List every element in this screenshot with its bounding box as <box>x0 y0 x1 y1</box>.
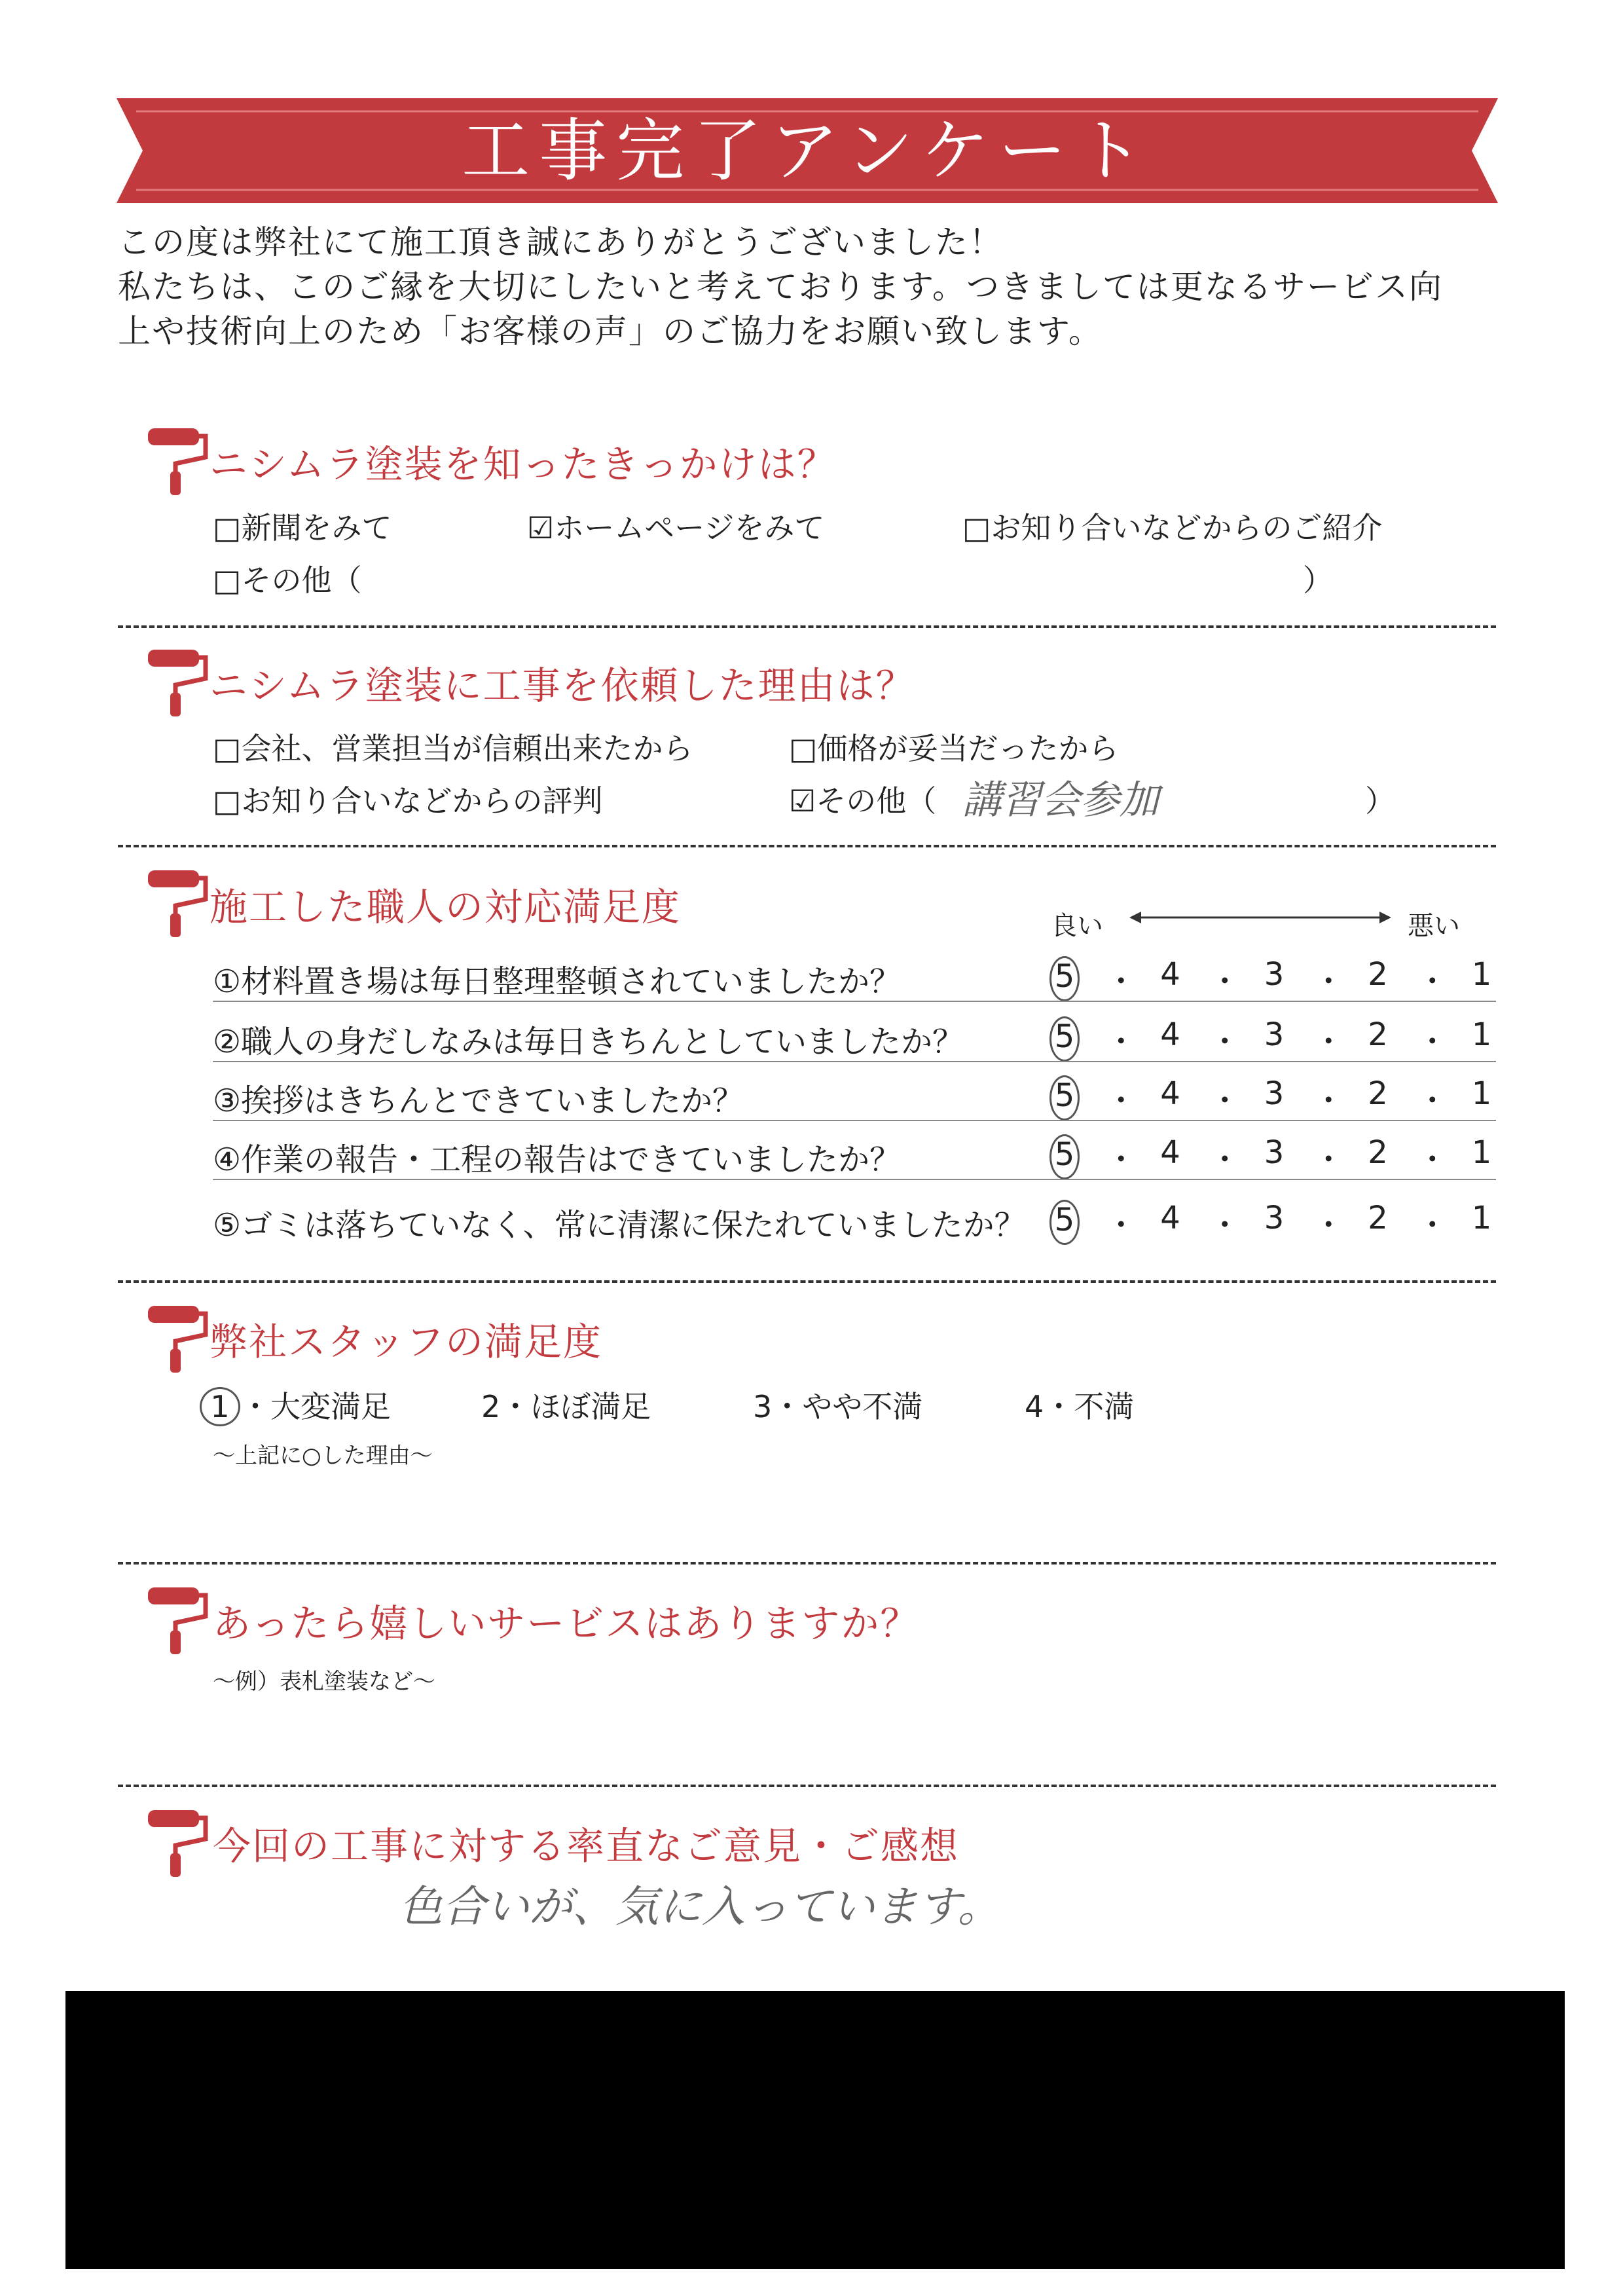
q4-choice-dissatisfied[interactable]: 3・やや不満 <box>753 1389 923 1424</box>
rating-dot: ・ <box>1105 1141 1137 1178</box>
paint-roller-icon <box>145 426 208 498</box>
rating-scale[interactable] <box>1049 1134 1495 1179</box>
q1-option-other[interactable]: □その他（ <box>213 563 362 598</box>
q2-option-price[interactable]: □価格が妥当だったから <box>789 731 1119 766</box>
q4-choice-very-satisfied-label: ・大変満足 <box>240 1389 391 1424</box>
section-title-q5: あったら嬉しいサービスはありますか？ <box>213 1601 920 1646</box>
divider <box>118 845 1496 847</box>
rating-option[interactable]: 2 <box>1368 1075 1388 1112</box>
rating-option[interactable]: 3 <box>1264 1016 1285 1053</box>
rating-option[interactable]: 1 <box>1471 1134 1492 1171</box>
rating-option-selected[interactable]: 5 <box>1049 1016 1080 1062</box>
divider <box>118 625 1496 628</box>
intro-line-1: この度は弊社にて施工頂き誠にありがとうございました！ <box>118 223 1003 261</box>
q2-other-close: ） <box>1365 783 1395 819</box>
rating-option[interactable]: 3 <box>1264 1075 1285 1112</box>
rating-row <box>213 946 1496 1002</box>
q1-option-referral[interactable]: □お知り合いなどからのご紹介 <box>962 510 1383 546</box>
rating-dot: ・ <box>1105 963 1137 1000</box>
intro-line-3: 上や技術向上のため「お客様の声」のご協力をお願い致します。 <box>118 312 1103 350</box>
checked-checkbox-icon[interactable]: ☑ <box>789 783 816 819</box>
rating-dot: ・ <box>1313 1141 1345 1178</box>
rating-option[interactable]: 3 <box>1264 1134 1285 1171</box>
rating-dot: ・ <box>1209 1141 1241 1178</box>
section-title-q6: 今回の工事に対する率直なご意見・ご感想 <box>213 1824 960 1868</box>
divider <box>118 1562 1496 1565</box>
rating-option[interactable]: 1 <box>1471 1200 1492 1236</box>
rating-option[interactable]: 3 <box>1264 956 1285 993</box>
paint-roller-icon <box>145 868 208 940</box>
rating-option[interactable]: 1 <box>1471 1075 1492 1112</box>
paint-roller-icon <box>145 647 208 719</box>
rating-row <box>213 1189 1496 1246</box>
scale-good-label: 良い <box>1051 911 1103 941</box>
rating-option[interactable]: 2 <box>1368 956 1388 993</box>
page-title: 工事完了アンケート <box>462 111 1153 191</box>
rating-row <box>213 1124 1496 1180</box>
rating-scale[interactable] <box>1049 1075 1495 1120</box>
title-banner <box>117 98 1498 203</box>
rating-question: ③挨拶はきちんとできていましたか？ <box>213 1083 744 1119</box>
q1-other-close: ） <box>1303 563 1333 598</box>
section-title-q2: ニシムラ塗装に工事を依頼した理由は？ <box>210 663 915 708</box>
q2-option-other[interactable] <box>789 777 936 821</box>
rating-option-selected[interactable]: 5 <box>1049 1075 1080 1120</box>
rating-dot: ・ <box>1209 1024 1241 1060</box>
rating-option[interactable]: 4 <box>1160 956 1180 993</box>
q4-choice-very-dissatisfied[interactable]: 4・不満 <box>1025 1389 1135 1424</box>
section-title-q4: 弊社スタッフの満足度 <box>210 1320 603 1364</box>
rating-option[interactable]: 1 <box>1471 1016 1492 1053</box>
q2-other-label: その他（ <box>816 783 937 819</box>
rating-dot: ・ <box>1313 1207 1345 1244</box>
rating-dot: ・ <box>1313 1083 1345 1119</box>
q1-option-homepage-label: ホームページをみて <box>554 510 825 546</box>
rating-option[interactable]: 4 <box>1160 1075 1180 1112</box>
row-underline <box>213 1120 1496 1121</box>
rating-dot: ・ <box>1416 1024 1448 1060</box>
rating-option[interactable]: 1 <box>1471 956 1492 993</box>
rating-scale[interactable] <box>1049 1200 1495 1245</box>
rating-option[interactable]: 2 <box>1368 1200 1388 1236</box>
rating-scale[interactable] <box>1049 956 1495 1001</box>
divider <box>118 1785 1496 1787</box>
rating-dot: ・ <box>1105 1207 1137 1244</box>
rating-scale[interactable] <box>1049 1016 1495 1062</box>
q4-reason-note: ～上記に○した理由～ <box>213 1443 433 1469</box>
q2-option-reputation[interactable]: □お知り合いなどからの評判 <box>213 783 603 819</box>
rating-dot: ・ <box>1209 1083 1241 1119</box>
rating-question: ⑤ゴミは落ちていなく、常に清潔に保たれていましたか？ <box>213 1207 1026 1244</box>
rating-option[interactable]: 4 <box>1160 1200 1180 1236</box>
scale-bad-label: 悪い <box>1408 911 1460 941</box>
rating-option[interactable]: 4 <box>1160 1016 1180 1053</box>
rating-row <box>213 1006 1496 1062</box>
rating-dot: ・ <box>1105 1083 1137 1119</box>
rating-option-selected[interactable]: 5 <box>1049 1134 1080 1179</box>
rating-dot: ・ <box>1416 1083 1448 1119</box>
q4-choice-satisfied[interactable]: 2・ほぼ満足 <box>481 1389 651 1424</box>
intro-line-2: 私たちは、このご縁を大切にしたいと考えております。つきましては更なるサービス向 <box>118 268 1443 306</box>
row-underline <box>213 1001 1496 1002</box>
q2-other-handwritten: 講習会参加 <box>962 777 1159 823</box>
rating-option[interactable]: 2 <box>1368 1134 1388 1171</box>
q4-choice-selected-number[interactable]: 1 <box>200 1387 240 1426</box>
rating-question: ①材料置き場は毎日整理整頓されていましたか？ <box>213 963 902 1000</box>
q2-option-trust[interactable]: □会社、営業担当が信頼出来たから <box>213 731 693 766</box>
paint-roller-icon <box>145 1585 208 1657</box>
q4-choice-very-satisfied[interactable] <box>200 1383 391 1426</box>
rating-dot: ・ <box>1313 1024 1345 1060</box>
rating-option[interactable]: 4 <box>1160 1134 1180 1171</box>
section-title-q1: ニシムラ塗装を知ったきっかけは？ <box>210 442 837 487</box>
redacted-area <box>65 1991 1565 2269</box>
rating-dot: ・ <box>1209 963 1241 1000</box>
paint-roller-icon <box>145 1303 208 1375</box>
rating-dot: ・ <box>1416 1207 1448 1244</box>
rating-question: ②職人の身だしなみは毎日きちんとしていましたか？ <box>213 1024 964 1060</box>
rating-dot: ・ <box>1313 963 1345 1000</box>
q1-option-newspaper[interactable]: □新聞をみて <box>213 510 392 546</box>
rating-dot: ・ <box>1416 1141 1448 1178</box>
paint-roller-icon <box>145 1807 208 1879</box>
divider <box>118 1280 1496 1283</box>
row-underline <box>213 1179 1496 1180</box>
rating-option[interactable]: 2 <box>1368 1016 1388 1053</box>
rating-dot: ・ <box>1209 1207 1241 1244</box>
section-title-q3: 施工した職人の対応満足度 <box>210 885 682 929</box>
q5-example-note: ～例）表札塗装など～ <box>213 1669 435 1695</box>
intro-text <box>118 220 1443 354</box>
rating-dot: ・ <box>1105 1024 1137 1060</box>
rating-option-selected[interactable]: 5 <box>1049 1200 1080 1245</box>
q1-option-homepage[interactable] <box>527 504 824 547</box>
row-underline <box>213 1061 1496 1062</box>
rating-row <box>213 1065 1496 1121</box>
rating-dot: ・ <box>1416 963 1448 1000</box>
rating-option-selected[interactable]: 5 <box>1049 956 1080 1001</box>
q6-handwritten-answer: 色合いが、気に入っています。 <box>399 1881 1001 1932</box>
checked-checkbox-icon[interactable]: ☑ <box>527 510 555 546</box>
rating-option[interactable]: 3 <box>1264 1200 1285 1236</box>
rating-question: ④作業の報告・工程の報告はできていましたか？ <box>213 1141 902 1178</box>
scale-arrow-icon <box>1129 908 1391 927</box>
